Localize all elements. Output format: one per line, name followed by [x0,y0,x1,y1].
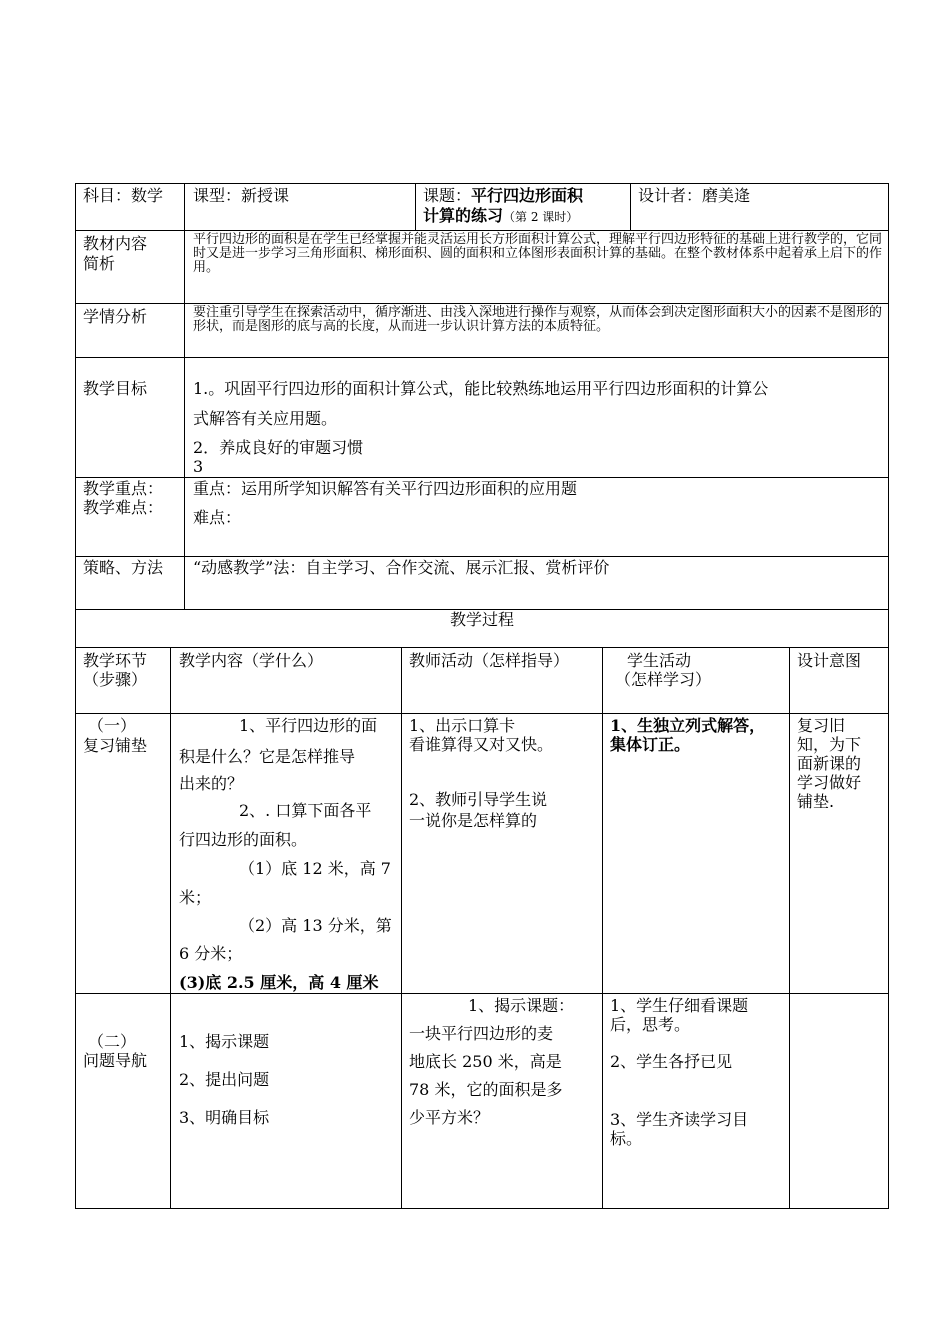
stage2-student-3: 2、学生各抒已见 [610,1052,733,1071]
stage2-student-1: 1、学生仔细看课题 [610,996,749,1015]
stage1-content-line: 1、平行四边形的面 [239,716,378,735]
stage1-content-line: 2、. 口算下面各平 [239,801,372,820]
textbook-label-1: 教材内容 [83,234,148,253]
stage1-content-line: 米； [179,888,212,907]
topic-session: （第 2 课时） [503,210,579,224]
stage1-step-2: 复习铺垫 [83,736,148,755]
goals-label: 教学目标 [83,379,148,398]
learner-label: 学情分析 [83,307,148,326]
row-divider [75,713,889,714]
learner-content: 要注重引导学生在探索活动中，循序渐进、由浅入深地进行操作与观察，从而体会到决定图形面积大小的因素不是图形的形状，而是图形的底与高的长度，从而进一步认识计算方法的本质特征。 [193,305,883,334]
row-divider [75,556,889,557]
stage1-teacher-2: 看谁算得又对又快。 [409,735,554,754]
stage1-content-line: 积是什么？它是怎样推导 [179,747,356,766]
lesson-type-cell: 课型：新授课 [193,186,290,205]
stage1-intent-line: 面新课的 [797,754,862,773]
column-divider [401,647,402,1209]
topic-line-2 [423,206,578,227]
header-content: 教学内容（学什么） [179,651,324,670]
process-title: 教学过程 [449,610,514,629]
topic-title-2: 计算的练习 [423,206,504,225]
stage1-student-1: 1、生独立列式解答， [610,716,766,735]
focus-label-2: 教学难点： [83,498,164,517]
topic-title-1: 平行四边形面积 [471,186,584,205]
stage2-step-2: 问题导航 [83,1051,148,1070]
row-divider [75,357,889,358]
stage1-teacher-1: 1、出示口算卡 [409,716,516,735]
textbook-label-2: 简析 [83,254,116,273]
stage2-teacher-line: 少平方米？ [409,1108,490,1127]
stage1-student-2: 集体订正。 [610,735,691,754]
column-divider [789,647,790,1209]
stage1-content-line: (3)底 2.5 厘米，高 4 厘米 [179,973,379,992]
row-divider [75,230,889,231]
stage1-intent-line: 铺垫. [797,792,835,811]
column-divider [170,647,171,1209]
header-student-1: 学生活动 [627,651,692,670]
focus-key: 重点：运用所学知识解答有关平行四边形面积的应用题 [193,479,578,498]
strategy-content: “动感教学”法：自主学习、合作交流、展示汇报、赏析评价 [193,558,610,577]
goals-line-3: 2．养成良好的审题习惯 [193,438,364,457]
stage1-intent-line: 知，为下 [797,735,862,754]
header-teacher: 教师活动（怎样指导） [409,651,570,670]
column-divider [415,183,416,230]
row-divider [75,647,889,648]
row-divider [75,303,889,304]
header-intent: 设计意图 [797,651,862,670]
stage2-content-2: 2、提出问题 [179,1070,270,1089]
stage2-student-5: 标。 [610,1129,643,1148]
row-divider [75,477,889,478]
stage1-content-line: （2）高 13 分米，第 [239,916,392,935]
stage1-content-line: 行四边形的面积。 [179,830,308,849]
header-student-2: （怎样学习） [615,670,712,689]
focus-label-1: 教学重点： [83,479,164,498]
stage2-teacher-line: 78 米，它的面积是多 [409,1080,563,1099]
stage1-intent-line: 复习旧 [797,716,846,735]
subject-cell: 科目：数学 [83,186,164,205]
goals-line-1: 1.。巩固平行四边形的面积计算公式，能比较熟练地运用平行四边形面积的计算公 [193,379,769,398]
column-divider [602,647,603,1209]
focus-difficult: 难点： [193,508,242,527]
stage2-student-2: 后，思考。 [610,1015,691,1034]
designer-cell: 设计者：磨美逄 [638,186,751,205]
stage1-content-line: （1）底 12 米，高 7 [239,859,391,878]
stage1-content-line: 出来的？ [179,774,244,793]
stage2-teacher-line: 地底长 250 米，高是 [409,1052,562,1071]
stage2-teacher-line: 1、揭示课题： [468,996,575,1015]
topic-line-1 [423,186,583,206]
goals-line-2: 式解答有关应用题。 [193,409,338,428]
stage1-content-line: 6 分米； [179,944,243,963]
column-divider [184,183,185,609]
textbook-content: 平行四边形的面积是在学生已经掌握并能灵活运用长方形面积计算公式，理解平行四边形特征的基础上进行教学的，它同时又是进一步学习三角形面积、梯形面积、圆的面积和立体图形表面积计算的基础。在整个教材体系中起着承上启下的作用。 [193,232,883,275]
column-divider [630,183,631,230]
stage2-student-4: 3、学生齐读学习目 [610,1110,749,1129]
stage1-teacher-3: 2、教师引导学生说 [409,790,548,809]
row-divider [75,993,889,994]
topic-prefix: 课题： [423,186,472,205]
stage2-teacher-line: 一块平行四边形的麦 [409,1024,554,1043]
goals-line-4: 3 [193,457,204,476]
header-step-1: 教学环节 [83,651,148,670]
stage2-content-3: 3、明确目标 [179,1108,270,1127]
stage2-step-1: （二） [88,1032,137,1051]
header-step-2: （步骤） [83,670,148,689]
stage1-teacher-4: 一说你是怎样算的 [409,811,538,830]
stage1-step-1: （一） [88,716,137,735]
strategy-label: 策略、方法 [83,558,164,577]
stage2-content-1: 1、揭示课题 [179,1032,270,1051]
stage1-intent-line: 学习做好 [797,773,862,792]
